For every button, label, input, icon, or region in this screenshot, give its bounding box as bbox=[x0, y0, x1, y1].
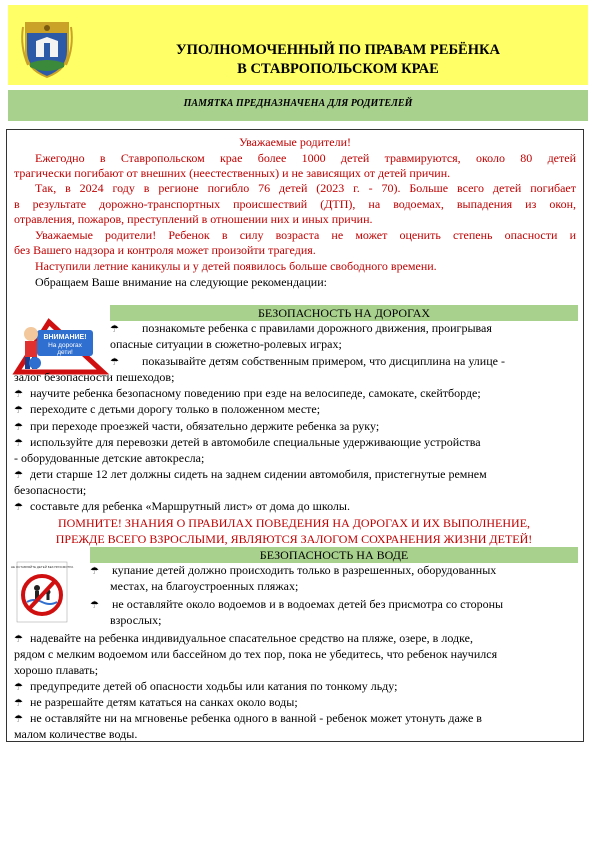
umbrella-rain-icon: ☂ bbox=[14, 634, 23, 645]
roads-section-title: БЕЗОПАСНОСТЬ НА ДОРОГАХ bbox=[110, 305, 578, 321]
water-item-1-line1 bbox=[90, 563, 496, 579]
roads-item-5 bbox=[14, 419, 379, 435]
water-item-2-text: не оставляйте около водоемов и в водоемах детей без присмотра со стороны bbox=[111, 597, 504, 611]
sign-line3: дети! bbox=[57, 349, 73, 356]
roads-item-7-line1 bbox=[14, 467, 487, 483]
roads-alert-line1: ПОМНИТЕ! ЗНАНИЯ О ПРАВИЛАХ ПОВЕДЕНИЯ НА ДОРОГАХ И ИХ ВЫПОЛНЕНИЕ, bbox=[57, 516, 531, 530]
intro-p2-line1: Так, в 2024 году в регионе погибло 76 детей (2023 г. - 70). Больше всего детей погибает bbox=[35, 181, 576, 195]
subheader-bar bbox=[8, 90, 588, 121]
coat-of-arms-emblem bbox=[22, 17, 72, 79]
roads-item-1-text: познакомьте ребенка с правилами дорожного движения, проигрывая bbox=[141, 321, 492, 335]
sign-line1: ВНИМАНИЕ! bbox=[43, 334, 87, 341]
roads-item-8-text: составьте для ребенка «Маршрутный лист» от дома до школы. bbox=[29, 499, 350, 513]
header-title-line1: УПОЛНОМОЧЕННЫЙ ПО ПРАВАМ РЕБЁНКА bbox=[176, 42, 500, 58]
umbrella-rain-icon: ☂ bbox=[14, 698, 23, 709]
water-section-title: БЕЗОПАСНОСТЬ НА ВОДЕ bbox=[90, 547, 578, 563]
sign-line2: На дорогах bbox=[48, 342, 82, 349]
umbrella-rain-icon: ☂ bbox=[90, 600, 99, 611]
water-item-3-line1 bbox=[14, 631, 473, 647]
water-item-3-line3: хорошо плавать; bbox=[14, 663, 99, 677]
header-banner bbox=[8, 5, 588, 85]
roads-item-2-text: показывайте детям собственным примером, что дисциплина на улице - bbox=[141, 354, 505, 368]
umbrella-rain-icon: ☂ bbox=[14, 405, 23, 416]
umbrella-rain-icon: ☂ bbox=[14, 422, 23, 433]
umbrella-rain-icon: ☂ bbox=[14, 438, 23, 449]
roads-item-7-text: дети старше 12 лет должны сидеть на заднем сидении автомобиля, пристегнутые ремнем bbox=[29, 467, 487, 481]
intro-p2-line3: отравления, пожаров, преступлений в отношении них и иных причин. bbox=[14, 212, 373, 226]
greeting: Уважаемые родители! bbox=[238, 135, 352, 149]
intro-p1-line1: Ежегодно в Ставропольском крае более 1000 детей травмируются, около 80 детей bbox=[35, 151, 576, 165]
water-item-5-text: не разрешайте детям кататься на санках около воды; bbox=[29, 695, 298, 709]
roads-item-4 bbox=[14, 402, 320, 418]
water-item-6-line1 bbox=[14, 711, 482, 727]
umbrella-rain-icon: ☂ bbox=[90, 566, 99, 577]
umbrella-rain-icon: ☂ bbox=[14, 470, 23, 481]
roads-item-1-line2: опасные ситуации в сюжетно-ролевых играх; bbox=[110, 337, 342, 351]
roads-item-6-line1 bbox=[14, 435, 481, 451]
roads-item-4-text: переходите с детьми дорогу только в положенном месте; bbox=[29, 402, 321, 416]
umbrella-rain-icon: ☂ bbox=[14, 682, 23, 693]
roads-item-1-line1 bbox=[110, 321, 492, 337]
water-safety-sign-image bbox=[10, 562, 74, 622]
water-item-1-text: купание детей должно происходить только в разрешенных, оборудованных bbox=[111, 563, 497, 577]
intro-p3-line1: Уважаемые родители! Ребенок в силу возраста не может оценить степень опасности и bbox=[35, 228, 576, 242]
roads-item-2-line1 bbox=[110, 354, 505, 370]
umbrella-rain-icon: ☂ bbox=[14, 389, 23, 400]
header-title-line2: В СТАВРОПОЛЬСКОМ КРАЕ bbox=[237, 61, 439, 77]
roads-item-6-line2: - оборудованные детские автокресла; bbox=[14, 451, 205, 465]
intro-p5: Обращаем Ваше внимание на следующие рекомендации: bbox=[35, 275, 327, 289]
water-item-6-line2: малом количестве воды. bbox=[14, 727, 138, 741]
umbrella-rain-icon: ☂ bbox=[110, 324, 119, 335]
intro-p3-line2: без Вашего надзора и контроля может произойти трагедия. bbox=[14, 243, 316, 257]
roads-item-5-text: при переходе проезжей части, обязательно держите ребенка за руку; bbox=[29, 419, 380, 433]
water-item-4 bbox=[14, 679, 397, 695]
water-sign-caption: НЕ ОСТАВЛЯЙТЕ ДЕТЕЙ БЕЗ ПРИСМОТРА bbox=[10, 565, 74, 569]
water-item-2-line2: взрослых; bbox=[110, 613, 162, 627]
roads-item-7-line2: безопасности; bbox=[14, 483, 87, 497]
water-item-1-line2: местах, на благоустроенных пляжах; bbox=[110, 579, 299, 593]
water-item-3-line2: рядом с мелким водоемом или бассейном до тех пор, пока не убедитесь, что ребенок научился bbox=[14, 647, 498, 661]
roads-item-2-line2: залог безопасности пешеходов; bbox=[14, 370, 175, 384]
umbrella-rain-icon: ☂ bbox=[14, 714, 23, 725]
water-item-5 bbox=[14, 695, 298, 711]
roads-item-8 bbox=[14, 499, 350, 515]
water-item-6-text: не оставляйте ни на мгновенье ребенка одного в ванной - ребенок может утонуть даже в bbox=[29, 711, 482, 725]
road-safety-sign-image bbox=[17, 316, 103, 374]
intro-p4: Наступили летние каникулы и у детей появилось больше свободного времени. bbox=[35, 259, 437, 273]
water-item-4-text: предупредите детей об опасности ходьбы или катания по тонкому льду; bbox=[29, 679, 398, 693]
roads-alert-line2: ПРЕЖДЕ ВСЕГО ВЗРОСЛЫМИ, ЯВЛЯЮТСЯ ЗАЛОГОМ СОХРАНЕНИЯ ЖИЗНИ ДЕТЕЙ! bbox=[55, 532, 533, 546]
intro-p2-line2: в результате дорожно-транспортных происшествий (ДТП), на водоемах, выпадения из окон, bbox=[14, 197, 576, 211]
intro-p1-line2: трагически погибают от внешних (неестественных) и не зависящих от детей причин. bbox=[14, 166, 451, 180]
subheader-text: ПАМЯТКА ПРЕДНАЗНАЧЕНА ДЛЯ РОДИТЕЛЕЙ bbox=[183, 98, 413, 109]
umbrella-rain-icon: ☂ bbox=[14, 502, 23, 513]
roads-item-6-text: используйте для перевозки детей в автомобиле специальные удерживающие устройства bbox=[29, 435, 481, 449]
roads-item-3-text: научите ребенка безопасному поведению при езде на велосипеде, самокате, скейтборде; bbox=[29, 386, 481, 400]
water-item-2-line1 bbox=[90, 597, 503, 613]
header-title bbox=[98, 41, 578, 79]
umbrella-rain-icon: ☂ bbox=[110, 357, 119, 368]
roads-item-3 bbox=[14, 386, 481, 402]
water-item-3-text: надевайте на ребенка индивидуальное спасательное средство на пляже, озере, в лодке, bbox=[29, 631, 473, 645]
